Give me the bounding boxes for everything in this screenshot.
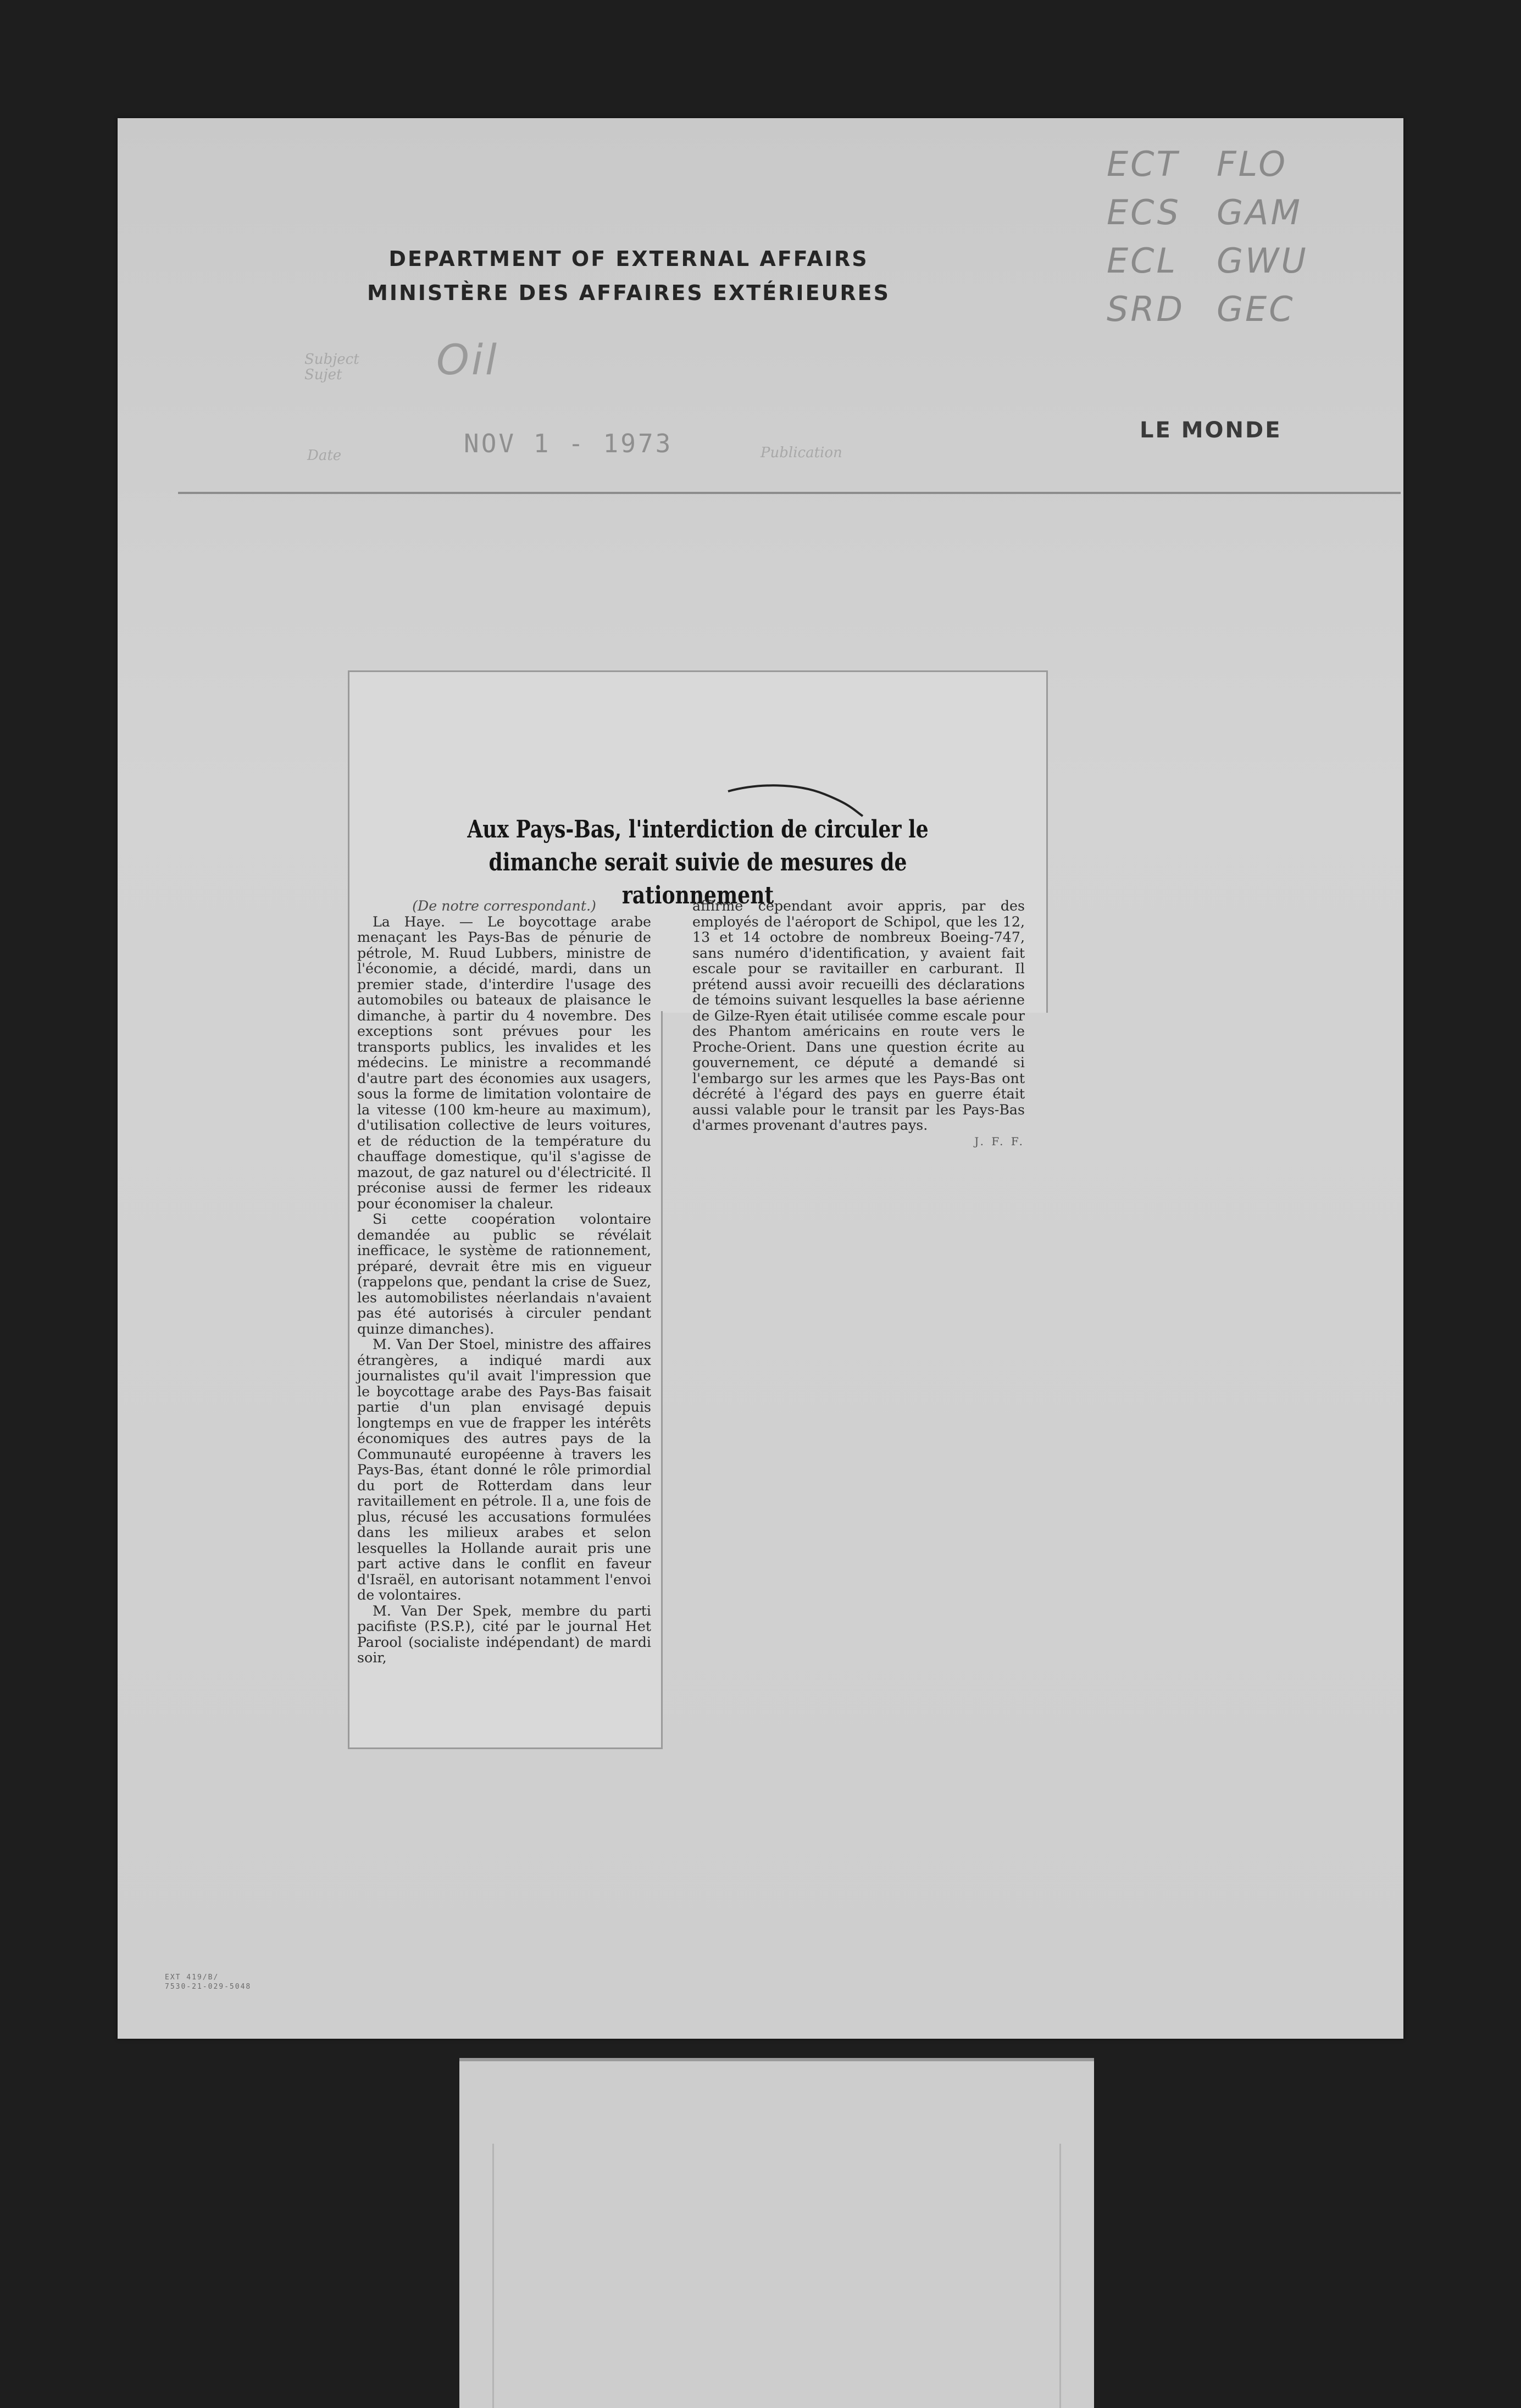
article-byline: (De notre correspondant.) xyxy=(412,898,596,914)
department-name-fr: MINISTÈRE DES AFFAIRES EXTÉRIEURES xyxy=(367,281,890,305)
article-column-right xyxy=(692,898,1025,1149)
article-paragraph: Si cette coopération volontaire demandée au public se révélait inefficace, le système de rationnement, préparé, devrait être mis en vigueur (rappelons que, pendant la crise de Suez, les automobilistes néerlandais n'avaient pas été autorisés à circuler pendant quinze dimanches). xyxy=(357,1211,651,1337)
article-signature: J. F. F. xyxy=(974,1134,1025,1148)
publication-value: LE MONDE xyxy=(1140,418,1282,443)
article-column-left xyxy=(357,898,651,1666)
distribution-codes-col2 xyxy=(1217,140,1308,334)
article-headline: Aux Pays-Bas, l'interdiction de circuler le dimanche serait suivie de mesures de rationnement xyxy=(467,815,929,909)
distribution-code: ECL xyxy=(1107,241,1178,281)
date-stamp: NOV 1 - 1973 xyxy=(464,429,673,458)
publication-label: Publication xyxy=(761,445,842,461)
folder-tab xyxy=(459,2058,1094,2408)
distribution-code: GEC xyxy=(1217,289,1295,329)
subject-value: Oil xyxy=(436,335,499,384)
article-paragraph: La Haye. — Le boycottage arabe menaçant les Pays-Bas de pénurie de pétrole, M. Ruud Lubbers, ministre de l'économie, a décidé, mardi, dans un premier stade, d'interdire l'usage des automobiles ou bateaux de plaisance le dimanche, à partir du 4 novembre. Des exceptions sont prévues pour les transports publics, les invalides et les médecins. Le ministre a recommandé d'autre part des économies aux usagers, sous la forme de limitation volontaire de la vitesse (100 km-heure au maximum), d'utilisation collective de leurs voitures, et de réduction de la température du chauffage domestique, qu'il s'agisse de mazout, de gaz naturel ou d'électricité. Il préconise aussi de fermer les rideaux pour économiser la chaleur. xyxy=(357,913,651,1212)
article-paragraph: affirme cependant avoir appris, par des employés de l'aéroport de Schipol, que les 12, 13 et 14 octobre de nombreux Boeing-747, sans numéro d'identification, y avaient fait escale pour se ravitailler en carburant. Il prétend aussi avoir recueilli des déclarations de témoins suivant lesquelles la base aérienne de Gilze-Ryen était utilisée comme escale pour des Phantom américains en route vers le Proche-Orient. Dans une question écrite au gouvernement, ce député a demandé si l'embargo sur les armes que les Pays-Bas ont décrété à l'égard des pays en guerre était aussi valable pour le transit par les Pays-Bas d'armes provenant d'autres pays. xyxy=(692,898,1025,1133)
department-name-en: DEPARTMENT OF EXTERNAL AFFAIRS xyxy=(388,247,869,271)
distribution-code: ECT xyxy=(1107,144,1180,184)
distribution-code: GAM xyxy=(1217,192,1302,232)
date-label: Date xyxy=(307,447,342,464)
subject-label: Subject Sujet xyxy=(304,351,359,383)
distribution-code: FLO xyxy=(1217,144,1288,184)
distribution-code: GWU xyxy=(1217,241,1308,281)
form-code: EXT 419/B/ 7530-21-029-5048 xyxy=(165,1973,252,1991)
distribution-codes-col1 xyxy=(1107,140,1185,334)
header-rule xyxy=(178,492,1401,494)
distribution-code: ECS xyxy=(1107,192,1181,232)
distribution-code: SRD xyxy=(1107,289,1185,329)
department-header xyxy=(0,242,1272,310)
article-paragraph: M. Van Der Stoel, ministre des affaires étrangères, a indiqué mardi aux journalistes qu'il avait l'impression que le boycottage arabe des Pays-Bas faisait partie d'un plan envisagé depuis longtemps en vue de frapper les intérêts économiques des autres pays de la Communauté européenne à travers les Pays-Bas, étant donné le rôle primordial du port de Rotterdam dans leur ravitaillement en pétrole. Il a, une fois de plus, récusé les accusations formulées dans les milieux arabes et selon lesquelles la Hollande aurait pris une part active dans le conflit en faveur d'Israël, en autorisant notamment l'envoi de volontaires. xyxy=(357,1336,651,1603)
article-paragraph: M. Van Der Spek, membre du parti pacifiste (P.S.P.), cité par le journal Het Parool (socialiste indépendant) de mardi soir, xyxy=(357,1602,651,1666)
